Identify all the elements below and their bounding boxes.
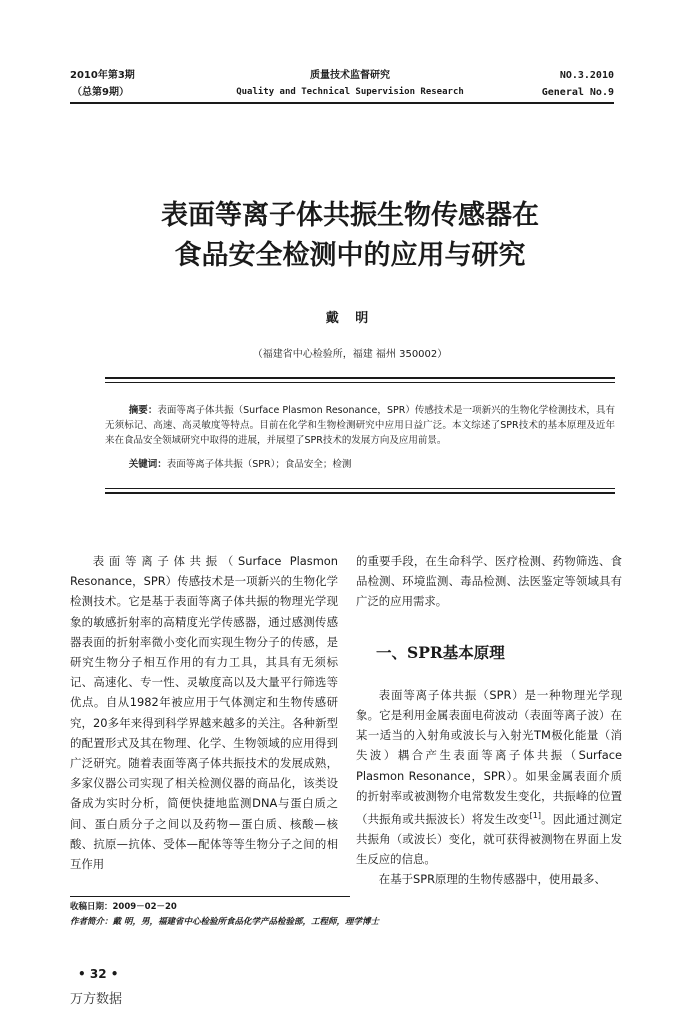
page-number: • 32 •: [78, 967, 119, 981]
header-rule: [70, 102, 614, 104]
article-title-line1: 表面等离子体共振生物传感器在: [161, 200, 539, 231]
article-title-line2: 食品安全检测中的应用与研究: [174, 240, 526, 271]
right-column: [356, 551, 622, 890]
keywords-label: 关键词：: [128, 459, 167, 470]
affiliation: （福建省中心检验所，福建 福州 350002）: [252, 349, 448, 360]
keywords-text: 表面等离子体共振（SPR）；食品安全；检测: [166, 459, 352, 470]
left-column: [70, 551, 338, 874]
general-number: General No.9: [541, 87, 614, 98]
biosensor-paragraph: 在基于SPR原理的生物传感器中，使用最多、: [378, 872, 606, 887]
abstract: [105, 403, 615, 448]
principle-text-end: 。因此通过测定共振角（或波长）变化，就可获得被测物在界面上发生反应的信息。: [356, 811, 622, 867]
keywords: [105, 457, 615, 472]
author-bio: 作者简介：戴 明，男，福建省中心检验所食品化学产品检验部，工程师，理学博士: [70, 917, 379, 927]
journal-title-en: Quality and Technical Supervision Research: [236, 87, 464, 97]
intro-paragraph: 表面等离子体共振（Surface Plasmon Resonance，SPR）传感技术是一项新兴的生物化学检测技术。它是基于表面等离子体共振的物理光学现象的敏感折射率的高精度光学传感器，通过感测传感器表面的折射率微小变化而实现生物分子的传感，是研究生物分子相互作用的有力工具，其具有无须标记、高速化、专一性、灵敏度高以及大量平行筛选等优点。自从1982年被应用于气体测定和生物传感研究，20多年来得到科学界越来越多的关注。各种新型的配置形式及其在物理、化学、生物领域的应用得到广泛研究。随着表面等离子体共振技术的发展成熟，多家仪器公司实现了相关检测仪器的商品化，该类设备成为实时分析，简便快捷地监测DNA与蛋白质之间、蛋白质分子之间以及药物—蛋白质、核酸—核酸、抗原—抗体、受体—配体等等生物分子之间的相互作用: [70, 554, 338, 872]
citation-ref: [1]: [529, 811, 541, 821]
journal-issue: 2010年第3期: [70, 70, 135, 81]
journal-title-cn: 质量技术监督研究: [310, 70, 390, 81]
issue-number: NO.3.2010: [559, 70, 614, 81]
abstract-text: 表面等离子体共振（Surface Plasmon Resonance，SPR）传感技术是一项新兴的生物化学检测技术，具有无须标记、高速、高灵敏度等特点。目前在化学和生物检测研究中应用日益广泛。本文综述了SPR技术的基本原理及近年来在食品安全领域研究中取得的进展，并展望了SPR技术的发展方向及应用前景。: [105, 405, 615, 446]
author: 戴 明: [325, 311, 375, 326]
abstract-top-rule-thin: [105, 382, 615, 383]
abstract-bottom-rule: [105, 492, 615, 494]
journal-total-issue: （总第9期）: [72, 87, 129, 98]
section-heading: 一、SPR基本原理: [376, 642, 505, 662]
received-date: 收稿日期：2009－02－20: [70, 902, 177, 912]
abstract-label: 摘要：: [128, 405, 158, 416]
abstract-top-rule: [105, 377, 615, 379]
principle-text: 表面等离子体共振（SPR）是一种物理光学现象。它是利用金属表面电荷波动（表面等离子波）在某一适当的入射角或波长与入射光TM极化能量（消失波）耦合产生表面等离子体共振（Surface Plasmon Resonance，SPR）。如果金属表面介质的折射率或被测物介电常数发生变化，共振峰的位置（共振角或共振波长）将发生改变: [356, 687, 622, 826]
principle-paragraph: [356, 685, 622, 870]
abstract-bottom-rule-thin: [105, 488, 615, 489]
footnote-rule: [70, 896, 350, 897]
intro-paragraph-continued: 的重要手段，在生命科学、医疗检测、药物筛选、食品检测、环境监测、毒品检测、法医鉴定等领域具有广泛的应用需求。: [356, 554, 622, 609]
watermark: 万方数据: [70, 992, 123, 1007]
